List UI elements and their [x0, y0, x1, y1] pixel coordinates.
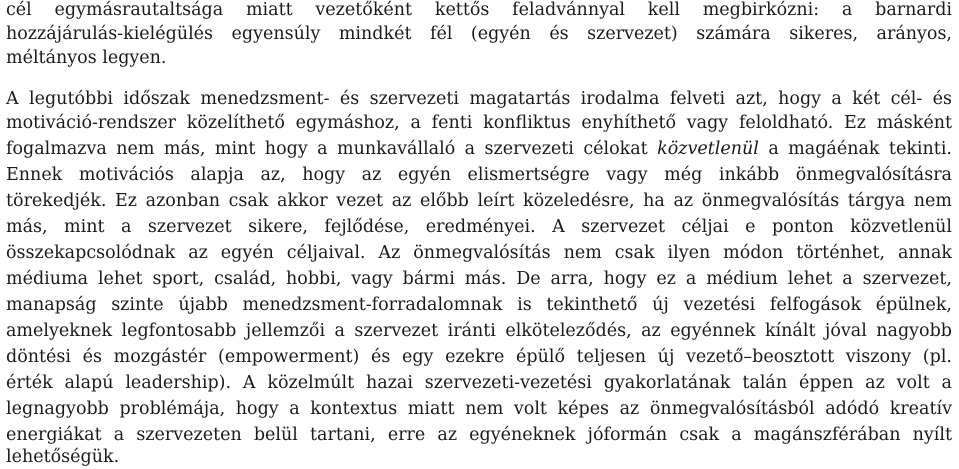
- line-3-text-after: a magáénak tekinti.: [768, 139, 952, 159]
- paragraph-2-line-8: médiuma lehet sport, család, hobbi, vagy bármi más. De arra, hogy ez a médium lehet a szervezet,: [6, 269, 952, 289]
- paragraph-2-line-11: döntési és mozgástér (empowerment) és egy ezekre épülő teljesen új vezető–beosztott viszony (pl.: [6, 347, 952, 367]
- paragraph-2-line-9: manapság szinte újabb menedzsment-forradalomnak is tekinthető új vezetési felfogások épülnek,: [6, 295, 952, 315]
- emphasized-word: közvetlenül: [657, 139, 759, 159]
- line-3-text-before: fogalmazva nem más, mint hogy a munkavállaló a szervezeti célokat: [6, 139, 648, 159]
- paragraph-1-line-1: cél egymásrautaltsága miatt vezetőként kettős feladvánnyal kell megbirkózni: a barnardi: [6, 0, 952, 20]
- paragraph-2-line-5: törekedjék. Ez azonban csak akkor vezet az előbb leírt közeledésre, ha az önmegvalósítás tárgya nem: [6, 191, 952, 211]
- paragraph-1-line-2: hozzájárulás-kielégülés egyensúly mindkét fél (egyén és szervezet) számára sikeres, arányos,: [6, 24, 952, 44]
- paragraph-2-line-6: más, mint a szervezet sikere, fejlődése, eredményei. A szervezet céljai e ponton közvetlenül: [6, 217, 952, 237]
- paragraph-2-line-15: lehetőségük.: [6, 447, 120, 467]
- paragraph-2-line-13: legnagyobb problémája, hogy a kontextus miatt nem volt képes az önmegvalósításból adódó kreatív: [6, 399, 952, 419]
- paragraph-2-line-2: motiváció-rendszer közelíthető egymáshoz, a fenti konfliktus enyhíthető vagy feloldható. Ez másként: [6, 113, 952, 133]
- paragraph-2-line-4: Ennek motivációs alapja az, hogy az egyén elismertségre vagy még inkább önmegvalósításra: [6, 165, 952, 185]
- paragraph-2-line-12: érték alapú leadership). A közelmúlt hazai szervezeti-vezetési gyakorlatának talán éppen az volt a: [6, 373, 952, 393]
- paragraph-2-line-3: [6, 137, 952, 161]
- paragraph-2-line-14: energiákat a szervezeten belül tartani, erre az egyéneknek jóformán csak a magánszférában nyílt: [6, 425, 952, 445]
- paragraph-1-line-3: méltányos legyen.: [6, 48, 167, 68]
- paragraph-2-line-10: amelyeknek legfontosabb jellemzői a szervezet iránti elköteleződés, az egyénnek kínált jóval nagyobb: [6, 321, 952, 341]
- paragraph-2-line-7: összekapcsolódnak az egyén céljaival. Az önmegvalósítás nem csak ilyen módon történhet, annak: [6, 243, 952, 263]
- paragraph-2-line-1: A legutóbbi időszak menedzsment- és szervezeti magatartás irodalma felveti azt, hogy a két cél- és: [6, 89, 952, 109]
